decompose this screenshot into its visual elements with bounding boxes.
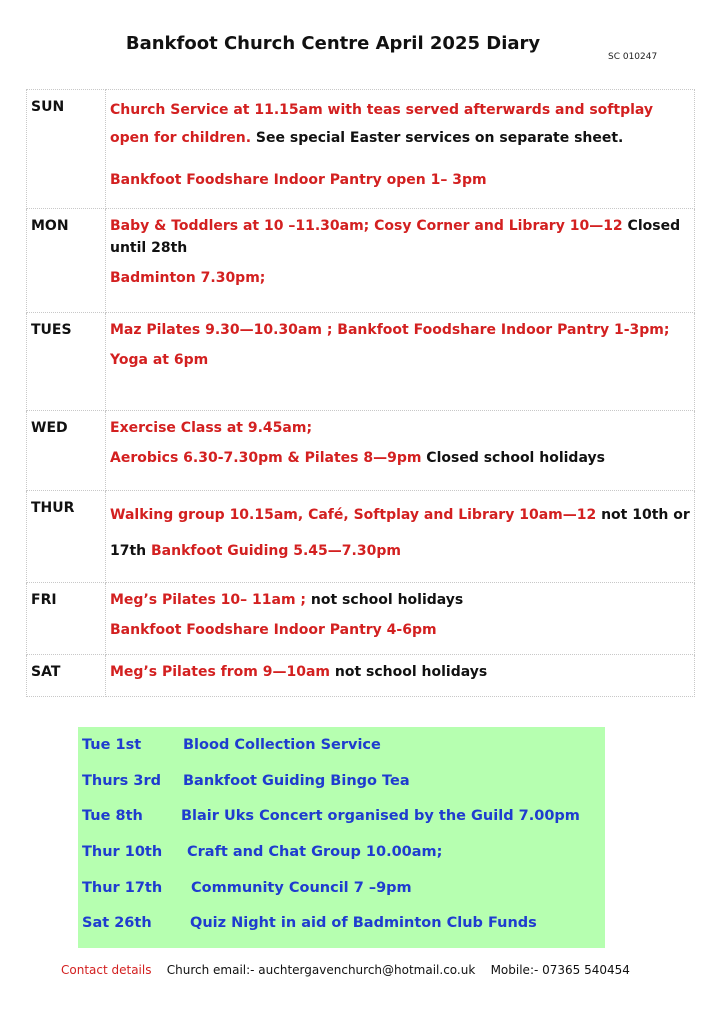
activity-line xyxy=(110,661,690,683)
activity-note: Closed school holidays xyxy=(421,450,605,466)
event-name: Craft and Chat Group 10.00am; xyxy=(187,844,443,861)
event-name: Community Council 7 –9pm xyxy=(191,879,412,896)
day-label: SUN xyxy=(27,90,106,209)
schedule-row-mon xyxy=(27,209,695,313)
activity-text: Church Service at 11.15am with teas served afterwards and softplay open for children. xyxy=(110,102,654,146)
day-activities xyxy=(106,491,695,583)
event-item xyxy=(78,767,605,803)
activity-text: Exercise Class at 9.45am; xyxy=(110,420,313,436)
activity-line xyxy=(110,589,690,611)
activity-note: not school holidays xyxy=(330,664,488,680)
activity-text: Walking group 10.15am, Café, Softplay and Library 10am—12 xyxy=(110,507,597,523)
event-name: Bankfoot Guiding Bingo Tea xyxy=(183,772,410,789)
page-title: Bankfoot Church Centre April 2025 Diary xyxy=(125,33,541,54)
event-date: Tue 1st xyxy=(82,737,142,753)
activity-line xyxy=(110,619,690,641)
day-activities xyxy=(106,583,695,655)
activity-text: Bankfoot Foodshare Indoor Pantry open 1– 3pm xyxy=(110,172,487,188)
activity-text: Baby & Toddlers at 10 –11.30am; Cosy Corner and Library 10—12 xyxy=(110,218,623,234)
event-date: Tue 8th xyxy=(82,808,143,825)
day-activities xyxy=(106,209,695,313)
activity-note: See special Easter services on separate sheet. xyxy=(251,130,624,146)
activity-text: Maz Pilates 9.30—10.30am ; Bankfoot Foodshare Indoor Pantry 1-3pm; xyxy=(110,322,670,338)
charity-number: SC 010247 xyxy=(608,52,658,62)
activity-text: Meg’s Pilates 10– 11am ; xyxy=(110,592,311,608)
activity-text: Yoga at 6pm xyxy=(110,352,209,368)
activity-line xyxy=(110,215,690,259)
contact-footer xyxy=(61,963,630,977)
day-label: WED xyxy=(27,411,106,491)
day-activities xyxy=(106,313,695,411)
activity-line xyxy=(110,166,690,194)
event-item xyxy=(78,802,605,838)
event-date: Thur 17th xyxy=(82,879,163,896)
event-name: Blood Collection Service xyxy=(183,737,381,753)
activity-line xyxy=(110,417,690,439)
activity-line xyxy=(110,497,690,569)
contact-email: Church email:- auchtergavenchurch@hotmail.co.uk xyxy=(166,963,476,977)
event-date: Thurs 3rd xyxy=(82,772,161,789)
special-events-box xyxy=(78,727,605,948)
activity-line xyxy=(110,447,690,469)
day-label: MON xyxy=(27,209,106,313)
activity-text: Badminton 7.30pm; xyxy=(110,270,266,286)
activity-line xyxy=(110,267,690,289)
activity-note: not 10th or 17th xyxy=(110,507,690,559)
activity-text: Aerobics 6.30-7.30pm & Pilates 8—9pm xyxy=(110,450,422,466)
day-activities xyxy=(106,90,695,209)
activity-line xyxy=(110,349,690,371)
day-label: TUES xyxy=(27,313,106,411)
contact-label: Contact details xyxy=(61,963,152,977)
day-activities xyxy=(106,655,695,697)
event-item xyxy=(78,731,605,767)
schedule-row-tues xyxy=(27,313,695,411)
schedule-row-thur xyxy=(27,491,695,583)
contact-mobile: Mobile:- 07365 540454 xyxy=(490,963,630,977)
event-item xyxy=(78,838,605,874)
schedule-row-sat xyxy=(27,655,695,697)
weekly-schedule-table xyxy=(26,89,695,697)
event-name: Blair Uks Concert organised by the Guild 7.00pm xyxy=(181,808,580,825)
day-label: SAT xyxy=(27,655,106,697)
schedule-row-sun xyxy=(27,90,695,209)
event-name: Quiz Night in aid of Badminton Club Funds xyxy=(190,915,537,932)
day-label: FRI xyxy=(27,583,106,655)
activity-line xyxy=(110,319,690,341)
activity-note: Closed until 28th xyxy=(110,218,681,256)
day-activities xyxy=(106,411,695,491)
event-date: Sat 26th xyxy=(82,915,152,932)
activity-text: Bankfoot Guiding 5.45—7.30pm xyxy=(151,543,401,559)
activity-text: Bankfoot Foodshare Indoor Pantry 4-6pm xyxy=(110,622,437,638)
event-item xyxy=(78,874,605,910)
activity-line xyxy=(110,96,690,152)
schedule-row-fri xyxy=(27,583,695,655)
activity-text: Meg’s Pilates from 9—10am xyxy=(110,664,331,680)
schedule-row-wed xyxy=(27,411,695,491)
day-label: THUR xyxy=(27,491,106,583)
event-item xyxy=(78,909,605,945)
event-date: Thur 10th xyxy=(82,844,163,861)
activity-note: not school holidays xyxy=(310,592,464,608)
